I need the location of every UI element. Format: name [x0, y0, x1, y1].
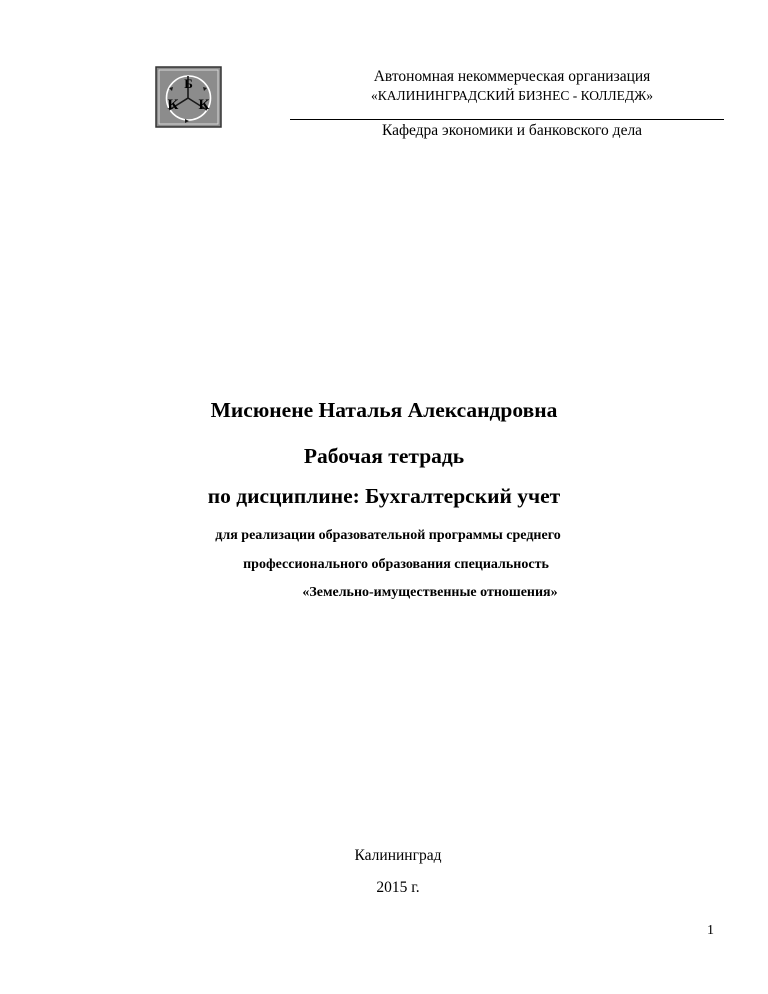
- header-divider: [290, 119, 724, 120]
- document-title: Рабочая тетрадь: [303, 444, 465, 468]
- page-number: 1: [707, 923, 714, 938]
- specialty-name: «Земельно-имущественные отношения»: [302, 585, 558, 600]
- college-logo: [155, 66, 222, 128]
- logo-letter-k-left: К: [167, 97, 179, 113]
- year: 2015 г.: [376, 879, 420, 896]
- organization-name: «КАЛИНИНГРАДСКИЙ БИЗНЕС - КОЛЛЕДЖ»: [371, 88, 653, 103]
- logo-letter-k-right: К: [198, 97, 210, 113]
- logo-letter-b: Б: [184, 76, 193, 91]
- discipline-title: по дисциплине: Бухгалтерский учет: [207, 484, 561, 508]
- purpose-line: профессионального образования специальность: [243, 557, 549, 572]
- city: Калининград: [354, 847, 442, 864]
- organization-type: Автономная некоммерческая организация: [373, 68, 651, 85]
- purpose-line: для реализации образовательной программы среднего: [215, 528, 561, 543]
- department-name: Кафедра экономики и банковского дела: [381, 122, 643, 139]
- author-name: Мисюнене Наталья Александровна: [210, 398, 558, 422]
